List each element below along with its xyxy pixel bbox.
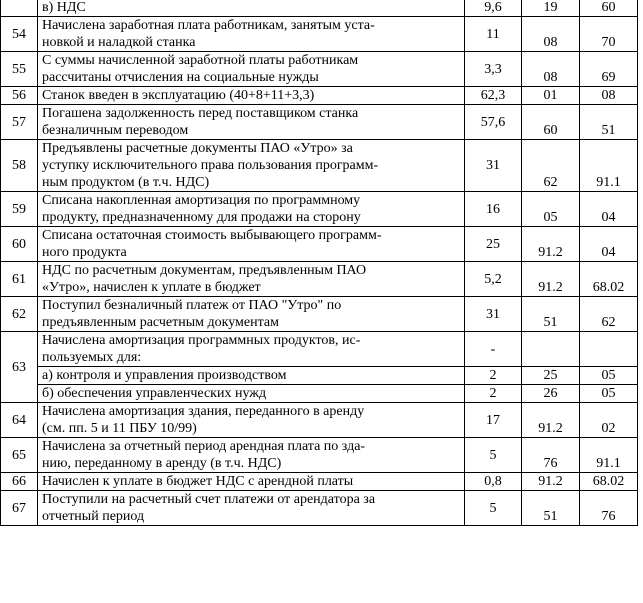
description-line: Поступил безналичный платеж от ПАО "Утро" по [42, 298, 342, 313]
debit-account-cell: 05 [522, 192, 580, 227]
debit-account-cell: 19 [522, 0, 580, 17]
debit-account-cell: 62 [522, 140, 580, 192]
description-line: новкой и наладкой станка [42, 35, 196, 50]
table-row [1, 17, 638, 52]
amount-cell: 2 [465, 385, 522, 403]
row-number: 67 [1, 491, 38, 526]
debit-account-cell: 26 [522, 385, 580, 403]
credit-account-cell: 68.02 [580, 262, 638, 297]
operation-description [38, 262, 465, 297]
amount-cell: 5 [465, 438, 522, 473]
row-number: 64 [1, 403, 38, 438]
debit-account-cell: 51 [522, 297, 580, 332]
description-line: Поступили на расчетный счет платежи от арендатора за [42, 492, 376, 507]
amount-cell: 62,3 [465, 87, 522, 105]
operation-description [38, 52, 465, 87]
debit-account-cell: 01 [522, 87, 580, 105]
debit-account-cell: 91.2 [522, 227, 580, 262]
amount-cell: 9,6 [465, 0, 522, 17]
table-row [1, 227, 638, 262]
amount-cell: 57,6 [465, 105, 522, 140]
operation-description [38, 403, 465, 438]
credit-account-cell: 08 [580, 87, 638, 105]
amount-cell: 11 [465, 17, 522, 52]
credit-account-cell: 91.1 [580, 140, 638, 192]
description-line: НДС по расчетным документам, предъявленным ПАО [42, 263, 367, 278]
table-row [1, 105, 638, 140]
operation-description [38, 491, 465, 526]
credit-account-cell: 04 [580, 192, 638, 227]
operation-description [38, 87, 465, 105]
description-line: пользуемых для: [42, 350, 142, 365]
amount-cell: 2 [465, 367, 522, 385]
debit-account-cell: 08 [522, 52, 580, 87]
operation-description [38, 385, 465, 403]
description-line: Начислена амортизация здания, переданного в аренду [42, 404, 365, 419]
description-line: ным продуктом (в т.ч. НДС) [42, 175, 210, 190]
description-line: рассчитаны отчисления на социальные нужды [42, 70, 319, 85]
description-line: (см. пп. 5 и 11 ПБУ 10/99) [42, 421, 197, 436]
credit-account-cell: 60 [580, 0, 638, 17]
debit-account-cell: 91.2 [522, 403, 580, 438]
operation-description [38, 17, 465, 52]
credit-account-cell: 04 [580, 227, 638, 262]
operation-description [38, 227, 465, 262]
description-line: Списана остаточная стоимость выбывающего программ- [42, 228, 382, 243]
credit-account-cell [580, 332, 638, 367]
credit-account-cell: 69 [580, 52, 638, 87]
table-row [1, 332, 638, 367]
description-line: продукту, предназначенному для продажи на сторону [42, 210, 361, 225]
row-number: 60 [1, 227, 38, 262]
row-number [1, 0, 38, 17]
amount-cell: 3,3 [465, 52, 522, 87]
row-number: 62 [1, 297, 38, 332]
description-line: Предъявлены расчетные документы ПАО «Утро» за [42, 141, 353, 156]
description-line: безналичным переводом [42, 123, 189, 138]
table-row [1, 403, 638, 438]
table-row [1, 473, 638, 491]
row-number: 59 [1, 192, 38, 227]
amount-cell: 5 [465, 491, 522, 526]
table-row [1, 52, 638, 87]
description-line: ного продукта [42, 245, 127, 260]
description-line: «Утро», начислен к уплате в бюджет [42, 280, 261, 295]
amount-cell: - [465, 332, 522, 367]
description-line: в) НДС [42, 0, 86, 15]
amount-cell: 25 [465, 227, 522, 262]
description-line: отчетный период [42, 509, 145, 524]
table-subrow [1, 367, 638, 385]
table-row [1, 438, 638, 473]
row-number: 65 [1, 438, 38, 473]
credit-account-cell: 68.02 [580, 473, 638, 491]
amount-cell: 31 [465, 140, 522, 192]
amount-cell: 0,8 [465, 473, 522, 491]
row-number: 54 [1, 17, 38, 52]
description-line: Списана накопленная амортизация по программному [42, 193, 361, 208]
debit-account-cell: 25 [522, 367, 580, 385]
description-line: предъявленным расчетным документам [42, 315, 279, 330]
debit-account-cell: 76 [522, 438, 580, 473]
table-row [1, 262, 638, 297]
amount-cell: 17 [465, 403, 522, 438]
description-line: Начислена заработная плата работникам, занятым уста- [42, 18, 375, 33]
debit-account-cell [522, 332, 580, 367]
description-line: Начислена за отчетный период арендная плата по зда- [42, 439, 366, 454]
row-number: 61 [1, 262, 38, 297]
description-line: а) контроля и управления производством [42, 368, 287, 383]
operation-description [38, 367, 465, 385]
description-line: Погашена задолженность перед поставщиком станка [42, 106, 359, 121]
table-row [1, 297, 638, 332]
row-number: 66 [1, 473, 38, 491]
row-number: 57 [1, 105, 38, 140]
credit-account-cell: 05 [580, 367, 638, 385]
table-row [1, 140, 638, 192]
description-line: Станок введен в эксплуатацию (40+8+11+3,3) [42, 88, 315, 103]
credit-account-cell: 91.1 [580, 438, 638, 473]
operation-description [38, 192, 465, 227]
row-number: 63 [1, 332, 38, 403]
debit-account-cell: 91.2 [522, 262, 580, 297]
credit-account-cell: 02 [580, 403, 638, 438]
row-number: 58 [1, 140, 38, 192]
operation-description [38, 140, 465, 192]
operation-description [38, 438, 465, 473]
debit-account-cell: 60 [522, 105, 580, 140]
description-line: Начислена амортизация программных продуктов, ис- [42, 333, 361, 348]
description-line: Начислен к уплате в бюджет НДС с арендной платы [42, 474, 354, 489]
operation-description [38, 0, 465, 17]
amount-cell: 5,2 [465, 262, 522, 297]
credit-account-cell: 05 [580, 385, 638, 403]
description-line: уступку исключительного права пользования программ- [42, 158, 379, 173]
row-number: 56 [1, 87, 38, 105]
row-number: 55 [1, 52, 38, 87]
description-line: б) обеспечения управленческих нужд [42, 386, 267, 401]
table-row [1, 491, 638, 526]
credit-account-cell: 76 [580, 491, 638, 526]
description-line: нию, переданному в аренду (в т.ч. НДС) [42, 456, 282, 471]
amount-cell: 16 [465, 192, 522, 227]
description-line: С суммы начисленной заработной платы работникам [42, 53, 359, 68]
table-row [1, 192, 638, 227]
table-subrow [1, 385, 638, 403]
operation-description [38, 332, 465, 367]
amount-cell: 31 [465, 297, 522, 332]
debit-account-cell: 51 [522, 491, 580, 526]
table-row [1, 87, 638, 105]
credit-account-cell: 51 [580, 105, 638, 140]
operation-description [38, 473, 465, 491]
credit-account-cell: 70 [580, 17, 638, 52]
table-row [1, 0, 638, 17]
operation-description [38, 297, 465, 332]
operation-description [38, 105, 465, 140]
debit-account-cell: 08 [522, 17, 580, 52]
debit-account-cell: 91.2 [522, 473, 580, 491]
credit-account-cell: 62 [580, 297, 638, 332]
